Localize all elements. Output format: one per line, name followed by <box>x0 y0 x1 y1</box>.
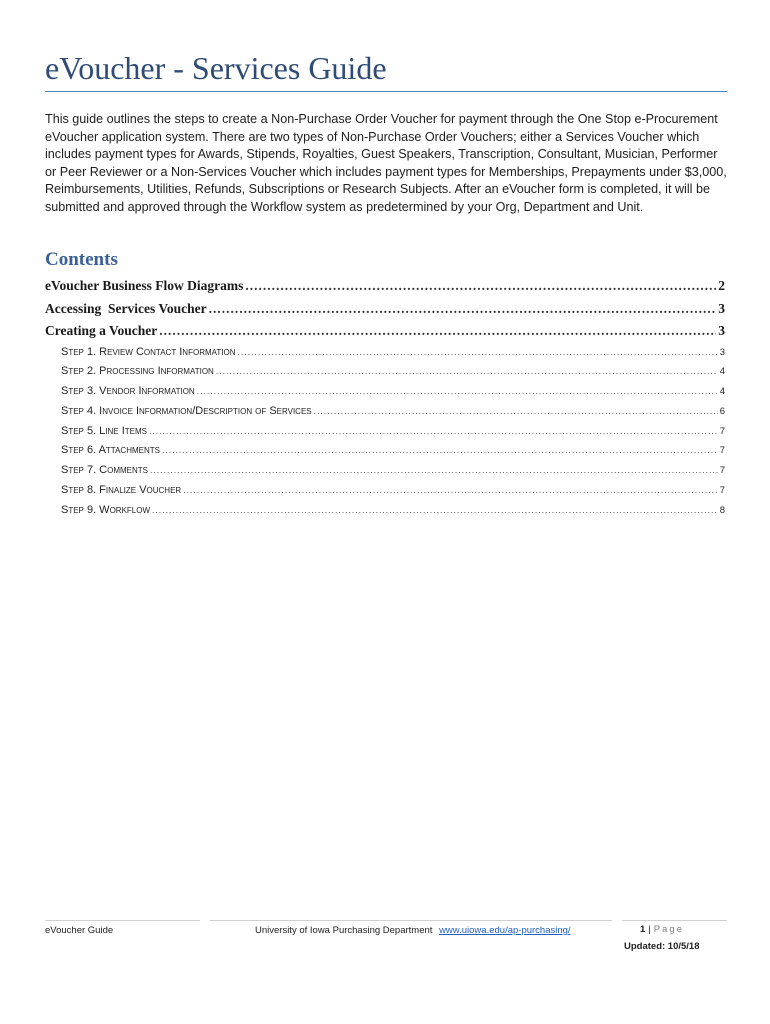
toc-entry-label: eVoucher Business Flow Diagrams <box>45 278 244 293</box>
toc-entry-page: 3 <box>718 300 725 316</box>
toc-dot-leader <box>238 343 718 363</box>
toc-dot-leader <box>197 382 718 402</box>
title-divider <box>45 91 727 92</box>
table-of-contents <box>45 275 725 521</box>
toc-entry-page: 8 <box>719 504 725 516</box>
toc-dot-leader <box>314 402 718 422</box>
toc-entry-page: 4 <box>719 366 725 378</box>
toc-entry-step-7[interactable] <box>45 461 725 481</box>
footer-updated-date: Updated: 10/5/18 <box>624 941 700 952</box>
toc-entry-step-1[interactable] <box>45 343 725 363</box>
toc-entry-step-4[interactable] <box>45 402 725 422</box>
footer-department <box>255 925 571 936</box>
toc-entry-page: 7 <box>719 465 725 477</box>
toc-entry-page: 4 <box>719 386 725 398</box>
toc-entry-label: Step 6. Attachments <box>61 444 160 457</box>
toc-entry-page: 7 <box>719 485 725 497</box>
intro-paragraph: This guide outlines the steps to create a Non-Purchase Order Voucher for payment through the One Stop e-Procurement eVoucher application system. There are two types of Non-Purchase Order Vouchers; either a Services Voucher which includes payment types for Awards, Stipends, Royalties, Guest Speakers, Transcription, Consultant, Musician, Performer or Peer Reviewer or a Non-Services Voucher which includes payment types for Memberships, Prepayments under $3,000, Reimbursements, Utilities, Refunds, Subscriptions or Research Subjects. After an eVoucher form is completed, it will be submitted and approved through the Workflow system as predetermined by your Org, Department and Unit. <box>45 112 727 214</box>
page-word: Page <box>653 924 684 935</box>
document-title: eVoucher - Services Guide <box>45 50 387 86</box>
footer-department-name: University of Iowa Purchasing Department <box>255 925 433 936</box>
toc-entry-page: 3 <box>719 346 725 358</box>
toc-entry-label: Step 3. Vendor Information <box>61 385 195 398</box>
toc-entry-step-3[interactable] <box>45 382 725 402</box>
toc-entry-step-5[interactable] <box>45 422 725 442</box>
footer-divider-center <box>210 920 612 921</box>
toc-entry-page: 6 <box>719 405 725 417</box>
footer-page-number <box>640 924 740 935</box>
toc-entry-page: 2 <box>718 278 725 293</box>
toc-dot-leader <box>245 275 716 298</box>
toc-dot-leader <box>162 441 718 461</box>
toc-entry-page: 7 <box>719 425 725 437</box>
toc-dot-leader <box>209 298 717 321</box>
toc-entry-business-flow-diagrams[interactable] <box>45 275 725 298</box>
toc-entry-step-2[interactable] <box>45 362 725 382</box>
footer-divider-right <box>622 920 727 921</box>
toc-entry-label: Step 4. Invoice Information/Description of Services <box>61 404 312 417</box>
toc-dot-leader <box>159 320 716 343</box>
toc-dot-leader <box>216 362 718 382</box>
toc-dot-leader <box>150 461 718 481</box>
toc-entry-label: Creating a Voucher <box>45 323 158 338</box>
toc-dot-leader <box>183 481 718 501</box>
toc-dot-leader <box>152 501 718 521</box>
footer-divider-left <box>45 920 200 921</box>
toc-entry-label: Step 1. Review Contact Information <box>61 345 236 358</box>
toc-entry-page: 7 <box>719 445 725 457</box>
footer-website-link[interactable]: www.uiowa.edu/ap-purchasing/ <box>439 925 571 936</box>
toc-entry-label: Accessing Services Voucher <box>45 300 207 316</box>
toc-entry-creating-a-voucher[interactable] <box>45 320 725 343</box>
page-separator: | <box>648 924 651 935</box>
toc-entry-accessing-services-voucher[interactable] <box>45 298 725 321</box>
toc-entry-label: Step 8. Finalize Voucher <box>61 484 182 497</box>
page-number: 1 <box>640 924 646 935</box>
toc-entry-label: Step 7. Comments <box>61 464 149 477</box>
toc-dot-leader <box>149 422 718 442</box>
toc-entry-label: Step 2. Processing Information <box>61 365 214 378</box>
toc-entry-label: Step 5. Line Items <box>61 424 147 437</box>
toc-entry-step-8[interactable] <box>45 481 725 501</box>
toc-entry-step-9[interactable] <box>45 501 725 521</box>
contents-heading: Contents <box>45 249 118 270</box>
toc-entry-label: Step 9. Workflow <box>61 503 151 516</box>
toc-entry-step-6[interactable] <box>45 441 725 461</box>
toc-entry-page: 3 <box>718 323 725 338</box>
footer-document-name: eVoucher Guide <box>45 925 114 936</box>
